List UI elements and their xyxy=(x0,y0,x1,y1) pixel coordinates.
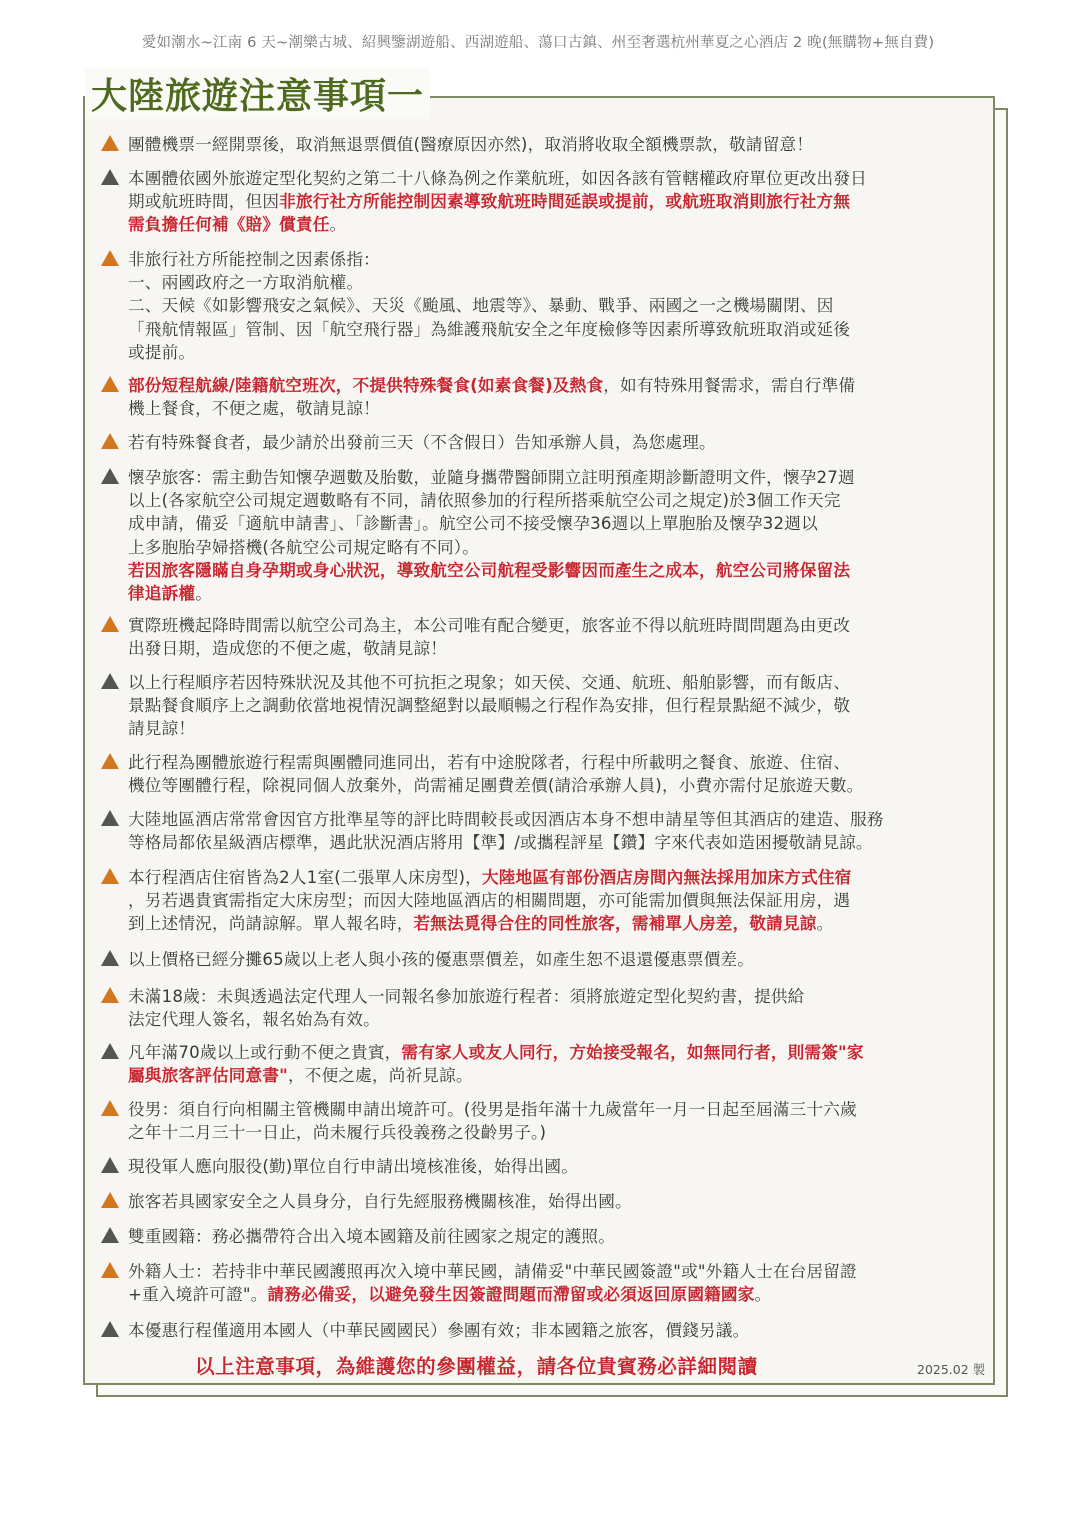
warning-triangle-grey-icon xyxy=(101,1227,119,1243)
emphasis-text: 若無法覓得合住的同性旅客，需補單人房差，敬請見諒 xyxy=(413,914,817,934)
notice-line xyxy=(128,1121,981,1144)
body-text: 。 xyxy=(754,1285,772,1305)
warning-triangle-orange-icon xyxy=(101,868,119,884)
notice-line xyxy=(128,1041,981,1064)
body-text: 旅客若具國家安全之人員身分，自行先經服務機關核准，始得出國。 xyxy=(128,1192,632,1211)
emphasis-text: 屬與旅客評估同意書" xyxy=(128,1066,288,1086)
notice-item xyxy=(101,1098,981,1144)
notice-text xyxy=(128,1225,981,1248)
notice-line xyxy=(128,912,981,935)
notice-text xyxy=(128,133,981,156)
body-text: 。 xyxy=(816,914,834,934)
notice-item xyxy=(101,248,981,364)
emphasis-text: 部份短程航線/陸籍航空班次，不提供特殊餐食(如素食餐)及熱食 xyxy=(128,376,604,395)
emphasis-text: 律追訴權 xyxy=(128,584,196,604)
notice-text xyxy=(128,614,981,660)
emphasis-text: 大陸地區有部份酒店房間內無法採用加床方式住宿 xyxy=(481,868,852,887)
notice-text xyxy=(128,808,981,854)
warning-triangle-orange-icon xyxy=(101,1192,119,1208)
body-text: 一、兩國政府之一方取消航權。 xyxy=(128,273,364,293)
body-text: 現役軍人應向服役(勤)單位自行申請出境核准後，始得出國。 xyxy=(128,1157,578,1176)
body-text: 機上餐食，不便之處，敬請見諒！ xyxy=(128,399,380,419)
notice-line xyxy=(128,948,981,971)
body-text: ，如有特殊用餐需求，需自行準備 xyxy=(603,376,856,395)
notice-text xyxy=(128,431,981,454)
warning-triangle-grey-icon xyxy=(101,1157,119,1173)
notice-line xyxy=(128,889,981,912)
notice-line xyxy=(128,190,981,213)
body-text: 以上行程順序若因特殊狀況及其他不可抗拒之現象；如天侯、交通、航班、船舶影響，而有飯店、 xyxy=(128,673,851,692)
notice-line xyxy=(128,559,981,582)
body-text: 。 xyxy=(195,584,212,604)
emphasis-text: 非旅行社方所能控制因素導致航班時間延誤或提前，或航班取消則旅行社方無 xyxy=(279,192,851,212)
body-text: 「飛航情報區」管制、因「航空飛行器」為維護飛航安全之年度檢修等因素所導致航班取消或延後 xyxy=(128,319,851,339)
notice-item xyxy=(101,808,981,854)
body-text: 以上(各家航空公司規定週數略有不同，請依照參加的行程所搭乘航空公司之規定)於3個工作天完 xyxy=(128,491,841,511)
notice-line xyxy=(128,1283,981,1306)
body-text: 二、天候《如影響飛安之氣候》、天災《颱風、地震等》、暴動、戰爭、兩國之一之機場關閉、因 xyxy=(128,296,834,316)
notice-item xyxy=(101,671,981,741)
page-header: 愛如潮水~江南 6 天~潮樂古城、紹興鑒湖遊船、西湖遊船、蕩口古鎮、州至奢選杭州華夏之心酒店 2 晚(無購物+無自費) xyxy=(141,35,935,51)
emphasis-text: 請務必備妥，以避免發生因簽證問題而滯留或必須返回原國籍國家 xyxy=(267,1285,755,1305)
body-text: 本行程酒店住宿皆為2人1室(二張單人床房型)， xyxy=(128,868,482,887)
warning-triangle-orange-icon xyxy=(101,376,119,392)
body-text: 之年十二月三十一日止，尚未履行兵役義務之役齡男子。) xyxy=(128,1123,547,1143)
body-text: 出發日期，造成您的不便之處，敬請見諒！ xyxy=(128,639,448,659)
warning-triangle-orange-icon xyxy=(101,135,119,151)
notice-text xyxy=(128,167,981,237)
body-text: 役男：須自行向相關主管機關申請出境許可。(役男是指年滿十九歲當年一月一日起至屆滿三十六歲 xyxy=(128,1100,857,1119)
notice-line xyxy=(128,1260,981,1283)
body-text: 景點餐食順序上之調動依當地視情況調整絕對以最順暢之行程作為安排，但行程景點絕不減少，敬 xyxy=(128,696,851,716)
notice-text xyxy=(128,1155,981,1178)
body-text: 法定代理人簽名，報名始為有效。 xyxy=(128,1010,380,1030)
notice-line xyxy=(128,1008,981,1031)
warning-triangle-grey-icon xyxy=(101,1321,119,1337)
notice-item xyxy=(101,167,981,237)
notice-item xyxy=(101,985,981,1031)
warning-triangle-orange-icon xyxy=(101,1100,119,1116)
warning-triangle-orange-icon xyxy=(101,616,119,632)
notice-line xyxy=(128,341,981,364)
body-text: 此行程為團體旅遊行程需與團體同進同出，若有中途脫隊者，行程中所載明之餐食、旅遊、住宿、 xyxy=(128,753,851,772)
notice-item xyxy=(101,1190,981,1213)
body-text: ，不便之處，尚祈見諒。 xyxy=(288,1066,473,1086)
body-text: 若有特殊餐食者，最少請於出發前三天（不含假日）告知承辦人員，為您處理。 xyxy=(128,433,716,452)
notice-line xyxy=(128,1319,981,1342)
notice-line xyxy=(128,866,981,889)
notice-line xyxy=(128,614,981,637)
body-text: 懷孕旅客：需主動告知懷孕週數及胎數，並隨身攜帶醫師開立註明預產期診斷證明文件，懷孕27週 xyxy=(128,468,855,487)
body-text: 上多胞胎孕婦搭機(各航空公司規定略有不同）。 xyxy=(128,537,480,557)
body-text: 本團體依國外旅遊定型化契約之第二十八條為例之作業航班，如因各該有管轄權政府單位更改出發日 xyxy=(128,169,867,188)
notice-line xyxy=(128,133,981,156)
notice-line xyxy=(128,637,981,660)
notice-text xyxy=(128,1041,981,1087)
notice-line xyxy=(128,1155,981,1178)
notice-item xyxy=(101,751,981,797)
notice-line xyxy=(128,167,981,190)
notice-line xyxy=(128,374,981,397)
section-title: 大陸旅遊注意事項一 xyxy=(85,68,430,119)
body-text: 。 xyxy=(329,215,347,235)
notice-item xyxy=(101,614,981,660)
notice-item xyxy=(101,948,981,971)
notice-item xyxy=(101,1319,981,1342)
notice-text xyxy=(128,1319,981,1342)
body-text: 外籍人士：若持非中華民國護照再次入境中華民國，請備妥"中華民國簽證"或"外籍人士在台居留證 xyxy=(128,1262,857,1281)
notice-line xyxy=(128,808,981,831)
notice-line xyxy=(128,671,981,694)
body-text: 本優惠行程僅適用本國人（中華民國國民）參團有效；非本國籍之旅客，價錢另議。 xyxy=(128,1321,750,1340)
notice-text xyxy=(128,671,981,741)
body-text: 請見諒！ xyxy=(128,719,196,739)
notice-line xyxy=(128,985,981,1008)
notice-line xyxy=(128,582,981,605)
body-text: 以上價格已經分攤65歲以上老人與小孩的優惠票價差，如產生恕不退還優惠票價差。 xyxy=(128,950,755,969)
body-text: 實際班機起降時間需以航空公司為主，本公司唯有配合變更，旅客並不得以航班時間問題為由更改 xyxy=(128,616,851,635)
notice-text xyxy=(128,985,981,1031)
body-text: 團體機票一經開票後，取消無退票價值(醫療原因亦然)，取消將收取全額機票款，敬請留意！ xyxy=(128,135,814,154)
footer-reminder: 以上注意事項，為維護您的參團權益，請各位貴賓務必詳細閱讀 xyxy=(195,1355,758,1378)
body-text: 非旅行社方所能控制之因素係指： xyxy=(128,250,380,269)
notice-line xyxy=(128,1064,981,1087)
notice-item xyxy=(101,374,981,420)
warning-triangle-grey-icon xyxy=(101,468,119,484)
notice-line xyxy=(128,1098,981,1121)
notice-item xyxy=(101,466,981,605)
body-text: ，另若遇貴賓需指定大床房型；而因大陸地區酒店的相關問題，亦可能需加價與無法保証用房，遇 xyxy=(128,891,851,911)
warning-triangle-grey-icon xyxy=(101,673,119,689)
notice-line xyxy=(128,774,981,797)
notice-line xyxy=(128,294,981,317)
notice-item xyxy=(101,1260,981,1306)
notice-line xyxy=(128,536,981,559)
notice-line xyxy=(128,248,981,271)
warning-triangle-orange-icon xyxy=(101,1262,119,1278)
body-text: 雙重國籍：務必攜帶符合出入境本國籍及前往國家之規定的護照。 xyxy=(128,1227,616,1246)
emphasis-text: 需負擔任何補《賠》償責任 xyxy=(128,215,330,235)
notice-item xyxy=(101,1225,981,1248)
warning-triangle-grey-icon xyxy=(101,1043,119,1059)
body-text: 凡年滿70歲以上或行動不便之貴賓， xyxy=(128,1043,402,1062)
warning-triangle-grey-icon xyxy=(101,169,119,185)
notice-line xyxy=(128,1190,981,1213)
notice-line xyxy=(128,213,981,236)
warning-triangle-grey-icon xyxy=(101,950,119,966)
notice-line xyxy=(128,831,981,854)
body-text: 到上述情況，尚請諒解。單人報名時， xyxy=(128,914,414,934)
notice-line xyxy=(128,489,981,512)
notice-text xyxy=(128,1260,981,1306)
notice-item xyxy=(101,866,981,936)
emphasis-text: 需有家人或友人同行，方始接受報名，如無同行者，則需簽"家 xyxy=(401,1043,864,1062)
notice-text xyxy=(128,948,981,971)
notice-line xyxy=(128,694,981,717)
notice-line xyxy=(128,271,981,294)
warning-triangle-grey-icon xyxy=(101,810,119,826)
notice-text xyxy=(128,866,981,936)
notice-text xyxy=(128,1190,981,1213)
warning-triangle-orange-icon xyxy=(101,433,119,449)
body-text: 成申請，備妥「適航申請書」、「診斷書」。航空公司不接受懷孕36週以上單胞胎及懷孕32週以 xyxy=(128,514,818,534)
body-text: 未滿18歲：未與透過法定代理人一同報名參加旅遊行程者：須將旅遊定型化契約書，提供給 xyxy=(128,987,805,1006)
notice-item xyxy=(101,431,981,454)
body-text: 期或航班時間，但因 xyxy=(128,192,280,212)
notice-item xyxy=(101,133,981,156)
notice-line xyxy=(128,717,981,740)
notice-text xyxy=(128,248,981,364)
emphasis-text: 若因旅客隱瞞自身孕期或身心狀況，導致航空公司航程受影響因而產生之成本，航空公司將保留法 xyxy=(128,560,851,580)
notice-line xyxy=(128,512,981,535)
notice-line xyxy=(128,318,981,341)
notice-text xyxy=(128,751,981,797)
notice-item xyxy=(101,1041,981,1087)
notice-text xyxy=(128,374,981,420)
notice-line xyxy=(128,397,981,420)
body-text: 大陸地區酒店常常會因官方批準星等的評比時間較長或因酒店本身不想申請星等但其酒店的建造、服務 xyxy=(128,810,884,829)
notice-item xyxy=(101,1155,981,1178)
warning-triangle-orange-icon xyxy=(101,753,119,769)
notice-line xyxy=(128,431,981,454)
body-text: 或提前。 xyxy=(128,342,196,362)
warning-triangle-orange-icon xyxy=(101,987,119,1003)
notice-text xyxy=(128,1098,981,1144)
notice-line xyxy=(128,751,981,774)
body-text: 機位等團體行程，除視同個人放棄外，尚需補足團費差價(請洽承辦人員)，小費亦需付足旅遊天數。 xyxy=(128,776,864,796)
body-text: 等格局都依星級酒店標準，遇此狀況酒店將用【準】/或攜程評星【鑽】字來代表如造困擾敬請見諒。 xyxy=(128,833,873,853)
notice-text xyxy=(128,466,981,605)
notice-line xyxy=(128,1225,981,1248)
notice-line xyxy=(128,466,981,489)
body-text: +重入境許可證"。 xyxy=(128,1285,268,1305)
warning-triangle-orange-icon xyxy=(101,250,119,266)
footer-date: 2025.02 製 xyxy=(917,1362,986,1377)
